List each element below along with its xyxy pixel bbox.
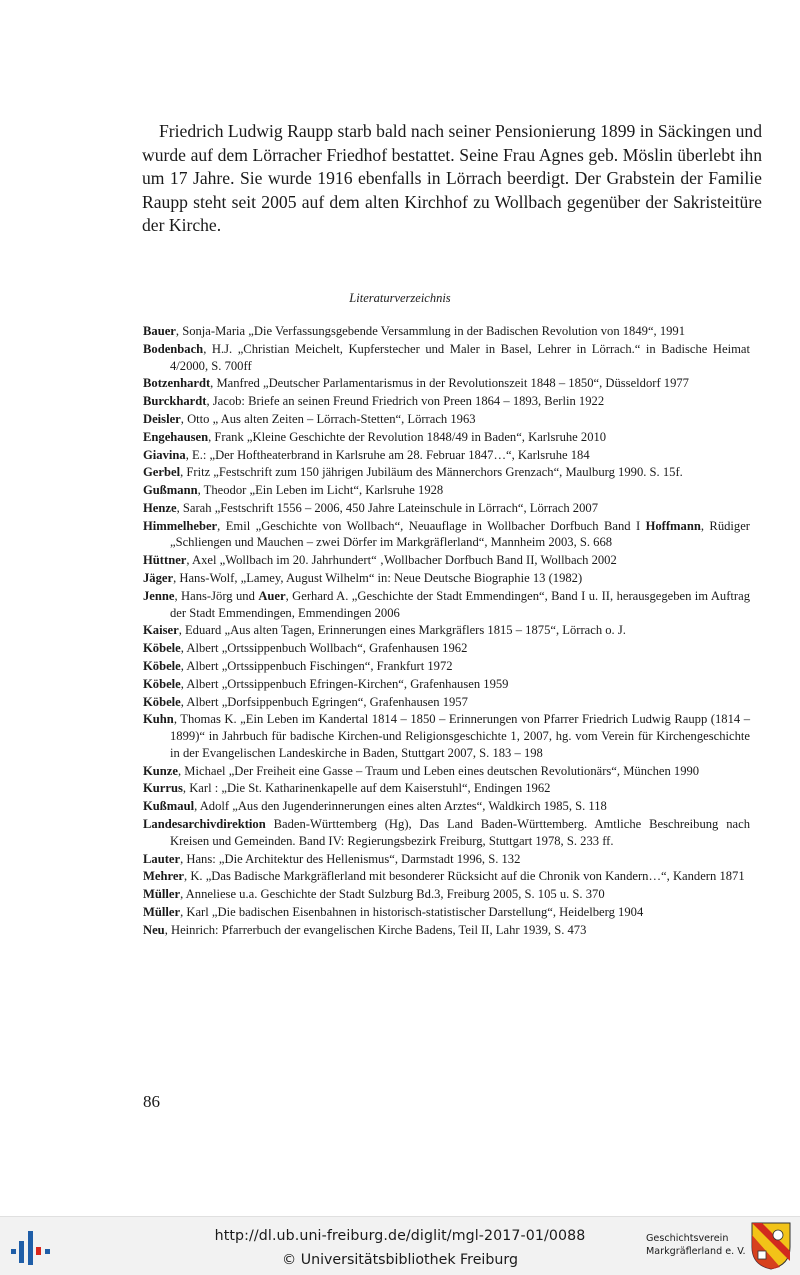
bibliography-entry [143,447,750,464]
entry-author: Köbele [143,676,181,691]
entry-text: , Otto „ Aus alten Zeiten – Lörrach-Stetten“, Lörrach 1963 [180,411,476,426]
entry-text: Baden-Württemberg (Hg), Das Land Baden-Württemberg. Amtliche Beschreibung nach Kreisen und Gemeinden. Band IV: Regierungsbezirk Freiburg, Stuttgart 1978, S. 233 ff. [170,817,750,848]
bibliography-entry [143,711,750,761]
entry-author: Gerbel [143,465,181,480]
bibliography-entry [143,393,750,410]
bibliography-entry [143,763,750,780]
entry-text: , E.: „Der Hoftheaterbrand in Karlsruhe am 28. Februar 1847…“, Karlsruhe 184 [185,447,590,462]
footer-copyright: © Universitätsbibliothek Freiburg [282,1252,518,1268]
bibliography-entry [143,780,750,797]
footer-bar [0,1216,800,1275]
entry-author: Köbele [143,641,181,656]
entry-text: , H.J. „Christian Meichelt, Kupferstecher und Maler in Basel, Lehrer in Lörrach.“ in Badische Heimat 4/2000, S. 700ff [170,341,750,373]
bibliography-entry [143,798,750,815]
entry-author: Jenne [143,588,175,603]
entry-author: Deisler [143,411,181,426]
bibliography-entry [143,676,750,693]
bibliography-entry [143,851,750,868]
entry-author: Giavina [143,447,186,462]
entry-author: Burckhardt [143,394,207,409]
entry-author: Botzenhardt [143,376,211,391]
bibliography-list [143,323,750,940]
entry-author: Müller [143,905,181,920]
bibliography-entry [143,411,750,428]
entry-author: Henze [143,500,177,515]
entry-text: , K. „Das Badische Markgräflerland mit besonderer Rücksicht auf die Chronik von Kandern…“, Kandern 1871 [184,869,745,884]
entry-text: , Albert „Ortssippenbuch Wollbach“, Grafenhausen 1962 [180,641,468,656]
entry-author: Kaiser [143,623,179,638]
entry-text: , Sarah „Festschrift 1556 – 2006, 450 Jahre Lateinschule in Lörrach“, Lörrach 2007 [176,500,598,515]
markgraeflerland-shield-icon[interactable] [750,1221,792,1271]
bibliography-entry [143,552,750,569]
entry-text: , Hans-Wolf, „Lamey, August Wilhelm“ in: Neue Deutsche Biographie 13 (1982) [173,571,583,586]
bibliography-entry [143,375,750,392]
entry-text: , Sonja-Maria „Die Verfassungsgebende Versammlung in der Badischen Revolution von 1849“, 1991 [175,324,686,338]
entry-text: , Karl „Die badischen Eisenbahnen in historisch-statistischer Darstellung“, Heidelberg 1904 [180,905,644,920]
bibliography-entry [143,464,750,481]
entry-text: , Michael „Der Freiheit eine Gasse – Traum und Leben eines deutschen Revolutionärs“, München 1990 [177,763,700,778]
intro-paragraph: Friedrich Ludwig Raupp starb bald nach seiner Pensionierung 1899 in Säckingen und wurde auf dem Lörracher Friedhof bestattet. Seine Frau Agnes geb. Möslin überlebt ihn um 17 Jahre. Sie wurde 1916 ebenfalls in Lörrach beerdigt. Der Grabstein der Familie Raupp steht seit 2005 auf dem alten Kirchhof zu Wollbach gegenüber der Sakristeitüre der Kirche. [142,121,762,235]
bibliography-entry [143,500,750,517]
publisher-name [646,1232,746,1258]
bibliography-heading: Literaturverzeichnis [349,291,451,305]
entry-text: , Frank „Kleine Geschichte der Revolution 1848/49 in Baden“, Karlsruhe 2010 [208,429,607,444]
entry-author: Gußmann [143,483,198,498]
entry-text: , Jacob: Briefe an seinen Freund Friedrich von Preen 1864 – 1893, Berlin 1922 [206,394,605,409]
entry-text: , Thomas K. „Ein Leben im Kandertal 1814 – 1850 – Erinnerungen von Pfarrer Friedrich Ludwig Raupp (1814 – 1899)“ in Jahrbuch für badische Kirchen-und Religionsgeschichte 1, 2007, hg. vom Verein für Kirchengeschichte in der Evangelischen Landeskirche in Baden, Stuttgart 2007, S. 183 – 198 [170,712,750,760]
bibliography-entry [143,341,750,375]
entry-author: Kunze [143,763,178,778]
entry-text: , Albert „Ortssippenbuch Fischingen“, Frankfurt 1972 [180,659,453,673]
entry-author: Müller [143,887,181,902]
bibliography-entry [143,518,750,552]
entry-author: Jäger [143,571,174,586]
entry-author: Bodenbach [143,341,204,356]
bibliography-entry [143,640,750,657]
bibliography-entry [143,482,750,499]
bibliography-entry [143,588,750,622]
entry-text: , Hans: „Die Architektur des Hellenismus“, Darmstadt 1996, S. 132 [180,851,521,866]
bibliography-entry [143,429,750,446]
entry-text: , Adolf „Aus den Jugenderinnerungen eines alten Arztes“, Waldkirch 1985, S. 118 [194,799,607,814]
entry-text: , Hans-Jörg und [174,588,259,603]
bibliography-entry [143,868,750,885]
entry-author: Neu [143,922,165,937]
entry-text: , Fritz „Festschrift zum 150 jährigen Jubiläum des Männerchors Grenzach“, Maulburg 1990. S. 15f. [180,465,683,480]
publisher-line-1: Geschichtsverein [646,1233,729,1244]
bibliography-entry [143,622,750,639]
entry-author: Kurrus [143,781,183,796]
entry-author: Hoffmann [645,518,701,533]
entry-author: Köbele [143,659,181,673]
bibliography-entry [143,904,750,921]
entry-author: Himmelheber [143,518,218,533]
entry-text: , Anneliese u.a. Geschichte der Stadt Sulzburg Bd.3, Freiburg 2005, S. 105 u. S. 370 [180,887,605,902]
bibliography-entry [143,816,750,850]
entry-author: Kuhn [143,712,174,727]
entry-author: Bauer [143,324,176,338]
bibliography-entry [143,694,750,711]
entry-author: Lauter [143,851,181,866]
entry-author: Auer [258,588,286,603]
page-number: 86 [143,1092,160,1111]
entry-text: , Albert „Dorfsippenbuch Egringen“, Grafenhausen 1957 [180,694,468,709]
entry-text: , Gerhard A. „Geschichte der Stadt Emmendingen“, Band I u. II, herausgegeben im Auftrag der Stadt Emmendingen, Emmendingen 2006 [170,588,750,620]
entry-text: , Manfred „Deutscher Parlamentarismus in der Revolutionszeit 1848 – 1850“, Düsseldorf 1977 [210,376,689,391]
footer-url-link[interactable]: http://dl.ub.uni-freiburg.de/diglit/mgl-2017-01/0088 [214,1228,586,1244]
bibliography-entry [143,658,750,675]
entry-text: , Heinrich: Pfarrerbuch der evangelischen Kirche Badens, Teil II, Lahr 1939, S. 473 [164,922,587,937]
entry-author: Engehausen [143,429,209,444]
entry-author: Kußmaul [143,799,195,814]
entry-text: , Theodor „Ein Leben im Licht“, Karlsruhe 1928 [197,483,444,498]
entry-author: Mehrer [143,869,185,884]
entry-text: , Rüdiger „Schliengen und Mauchen – zwei Dörfer im Markgräflerland“, Mannheim 2003, S. 668 [170,518,750,550]
bibliography-entry [143,570,750,587]
entry-text: , Karl : „Die St. Katharinenkapelle auf dem Kaiserstuhl“, Endingen 1962 [182,781,551,796]
entry-text: , Eduard „Aus alten Tagen, Erinnerungen eines Markgräflers 1815 – 1875“, Lörrach o. J. [178,623,626,638]
entry-author: Landesarchivdirektion [143,817,266,832]
entry-text: , Emil „Geschichte von Wollbach“, Neuauflage in Wollbacher Dorfbuch Band I [217,518,646,533]
bibliography-entry [143,323,750,340]
entry-text: , Albert „Ortssippenbuch Efringen-Kirchen“, Grafenhausen 1959 [180,676,509,691]
entry-text: , Axel „Wollbach im 20. Jahrhundert“ ‚Wollbacher Dorfbuch Band II, Wollbach 2002 [186,553,617,568]
bibliography-entry [143,922,750,939]
bibliography-entry [143,886,750,903]
entry-author: Hüttner [143,553,187,568]
publisher-line-2: Markgräflerland e. V. [646,1246,746,1257]
entry-author: Köbele [143,694,181,709]
